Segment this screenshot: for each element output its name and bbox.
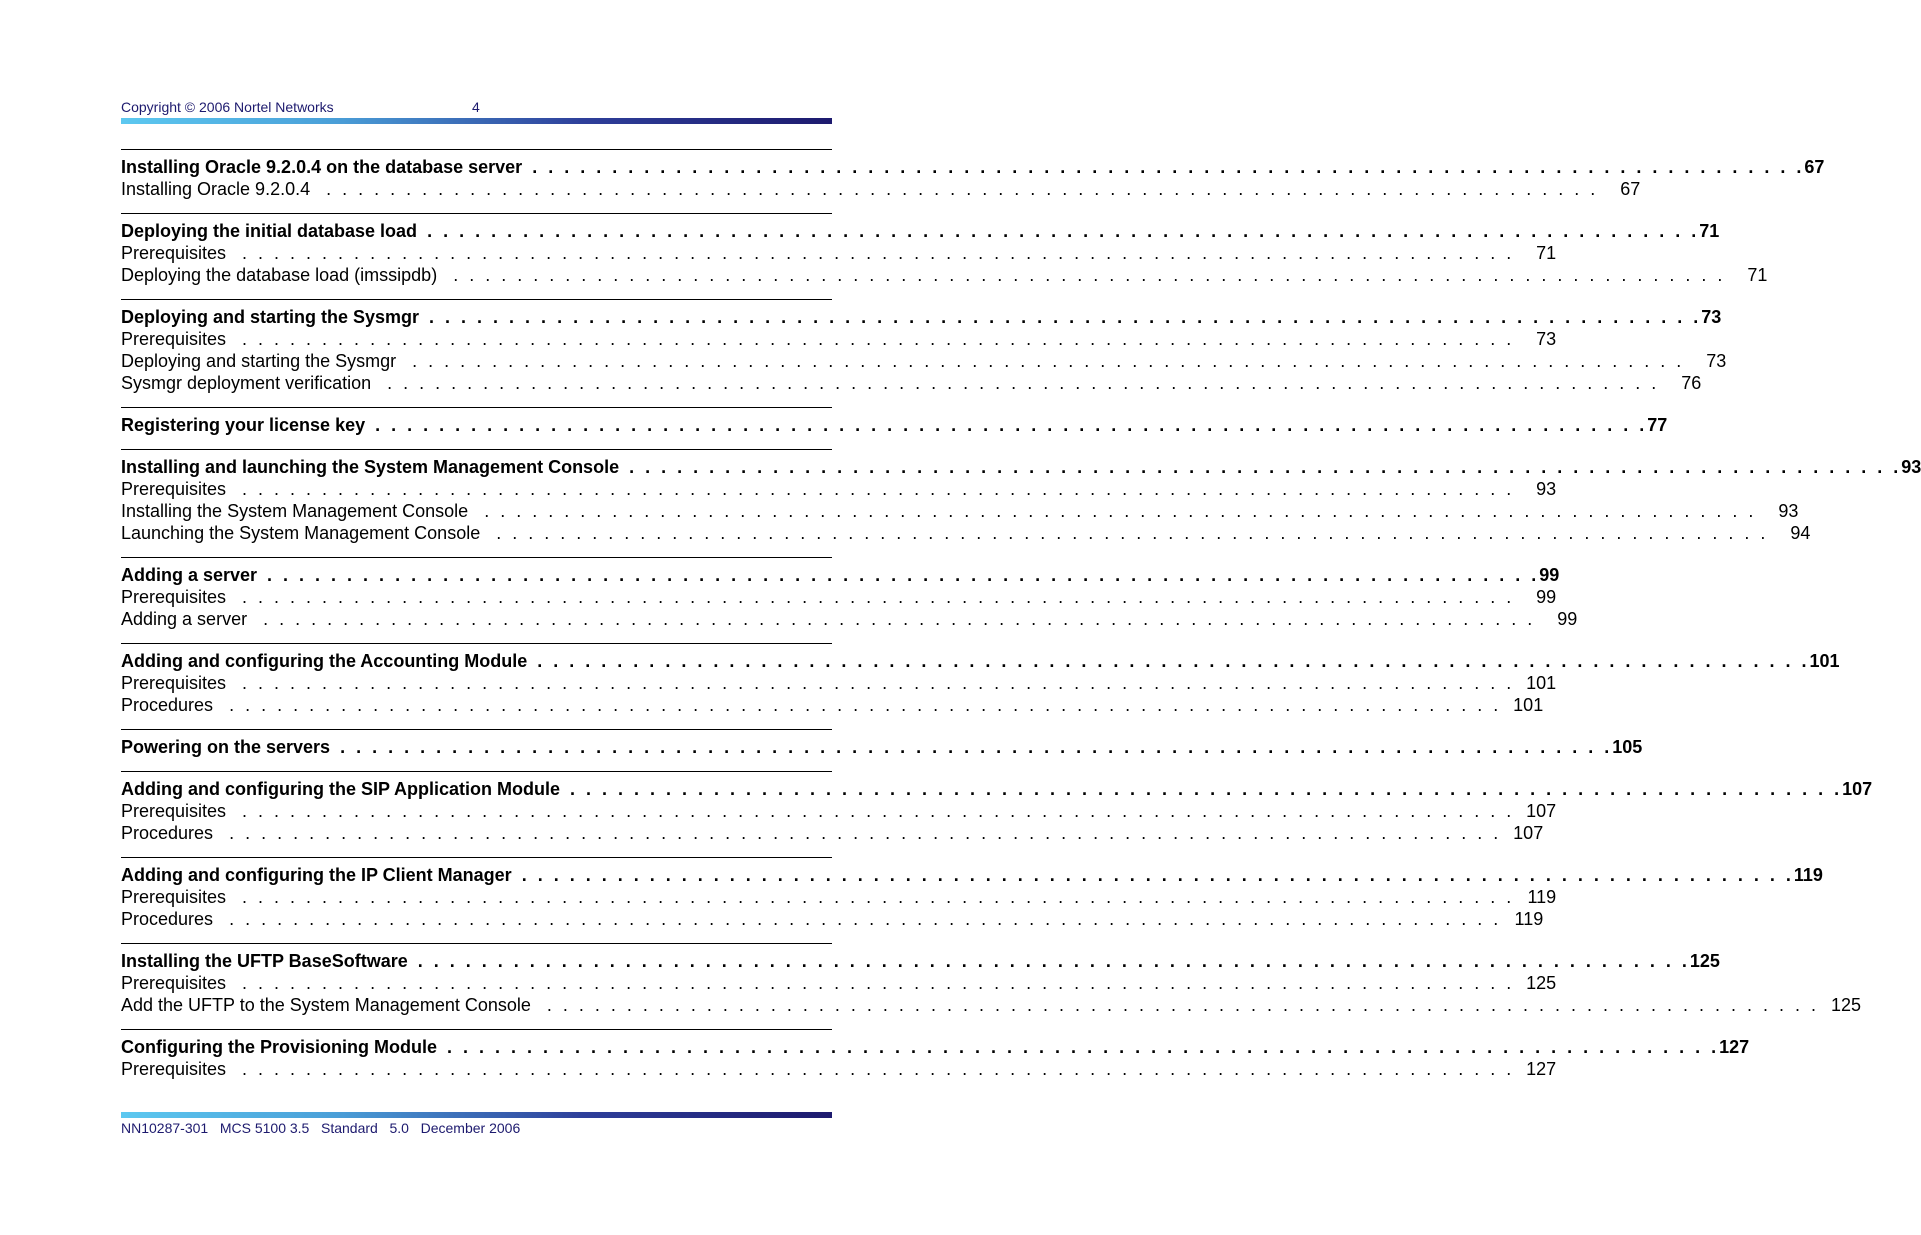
dot-leader: . . . . . . . . . . . . . . . . . . . . . . . . . . . . . . . . . . . . . . . . . . . . . . . . . . . . . . . . . . . . . . . . . . . . . . . . . . . . . . . . — [387, 373, 1660, 393]
toc-entry-page: 99 — [1535, 608, 1633, 630]
toc-entry[interactable] — [121, 822, 1544, 844]
toc-chapter-page: 73 — [1701, 307, 1722, 327]
toc-entry-title: Deploying the database load (imssipdb) — [121, 264, 447, 286]
toc-entry-title: Prerequisites — [121, 886, 236, 908]
toc-entry-title: Prerequisites — [121, 800, 236, 822]
toc-entry-title: Prerequisites — [121, 672, 236, 694]
toc-section — [121, 729, 1643, 771]
toc-entry-page: 127 — [1514, 1058, 1612, 1080]
toc-entry-page: 99 — [1514, 586, 1612, 608]
dot-leader: . . . . . . . . . . . . . . . . . . . . . . . . . . . . . . . . . . . . . . . . . . . . . . . . . . . . . . . . . . . . . . . . . . . . . . . . . . . . . . . . — [546, 995, 1820, 1015]
toc-chapter-title: Adding and configuring the Accounting Module — [121, 650, 537, 672]
dot-leader: . . . . . . . . . . . . . . . . . . . . . . . . . . . . . . . . . . . . . . . . . . . . . . . . . . . . . . . . . . . . . . . . . . . . . . . . . . . . . . . . — [496, 523, 1769, 543]
toc-entry[interactable] — [121, 608, 1578, 630]
toc-entry[interactable] — [121, 694, 1544, 716]
toc-entry-page: 93 — [1514, 478, 1612, 500]
toc-chapter[interactable] — [121, 778, 1873, 800]
toc-entry[interactable] — [121, 586, 1557, 608]
dot-leader: . . . . . . . . . . . . . . . . . . . . . . . . . . . . . . . . . . . . . . . . . . . . . . . . . . . . . . . . . . . . . . . . . . . . . . . . . . . . . . . . — [242, 1059, 1515, 1079]
toc-entry-page: 71 — [1725, 264, 1823, 286]
dot-leader: . . . . . . . . . . . . . . . . . . . . . . . . . . . . . . . . . . . . . . . . . . . . . . . . . . . . . . . . . . . . . . . . . . . . . . . . . . . . . . . . — [242, 887, 1515, 907]
dot-leader: . . . . . . . . . . . . . . . . . . . . . . . . . . . . . . . . . . . . . . . . . . . . . . . . . . . . . . . . . . . . . . . . . . . . . . . . . . . . . . . . — [446, 1037, 1720, 1057]
dot-leader: . . . . . . . . . . . . . . . . . . . . . . . . . . . . . . . . . . . . . . . . . . . . . . . . . . . . . . . . . . . . . . . . . . . . . . . . . . . . . . . . — [242, 243, 1515, 263]
toc-section — [121, 449, 1921, 557]
toc-section — [121, 857, 1823, 943]
toc-entry-title: Prerequisites — [121, 242, 236, 264]
toc-entry-page: 94 — [1768, 522, 1866, 544]
toc-entry[interactable] — [121, 672, 1557, 694]
toc-chapter-title: Adding and configuring the IP Client Manager — [121, 864, 522, 886]
toc-entry[interactable] — [121, 522, 1811, 544]
toc-chapter[interactable] — [121, 736, 1643, 758]
toc-chapter-page: 99 — [1539, 565, 1560, 585]
toc-chapter[interactable] — [121, 456, 1921, 478]
toc-entry-title: Installing Oracle 9.2.0.4 — [121, 178, 320, 200]
toc-entry[interactable] — [121, 372, 1702, 394]
table-of-contents — [121, 149, 1921, 1093]
dot-leader: . . . . . . . . . . . . . . . . . . . . . . . . . . . . . . . . . . . . . . . . . . . . . . . . . . . . . . . . . . . . . . . . . . . . . . . . . . . . . . . . — [263, 609, 1536, 629]
toc-entry[interactable] — [121, 328, 1557, 350]
dot-leader: . . . . . . . . . . . . . . . . . . . . . . . . . . . . . . . . . . . . . . . . . . . . . . . . . . . . . . . . . . . . . . . . . . . . . . . . . . . . . . . . — [242, 479, 1515, 499]
toc-entry-page: 67 — [1598, 178, 1696, 200]
toc-entry[interactable] — [121, 500, 1799, 522]
dot-leader: . . . . . . . . . . . . . . . . . . . . . . . . . . . . . . . . . . . . . . . . . . . . . . . . . . . . . . . . . . . . . . . . . . . . . . . . . . . . . . . . — [375, 415, 1648, 435]
dot-leader: . . . . . . . . . . . . . . . . . . . . . . . . . . . . . . . . . . . . . . . . . . . . . . . . . . . . . . . . . . . . . . . . . . . . . . . . . . . . . . . . — [242, 329, 1515, 349]
dot-leader: . . . . . . . . . . . . . . . . . . . . . . . . . . . . . . . . . . . . . . . . . . . . . . . . . . . . . . . . . . . . . . . . . . . . . . . . . . . . . . . . — [242, 587, 1515, 607]
toc-entry-title: Procedures — [121, 694, 223, 716]
toc-entry-title: Prerequisites — [121, 586, 236, 608]
dot-leader: . . . . . . . . . . . . . . . . . . . . . . . . . . . . . . . . . . . . . . . . . . . . . . . . . . . . . . . . . . . . . . . . . . . . . . . . . . . . . . . . — [326, 179, 1599, 199]
toc-entry-title: Procedures — [121, 822, 223, 844]
dot-leader: . . . . . . . . . . . . . . . . . . . . . . . . . . . . . . . . . . . . . . . . . . . . . . . . . . . . . . . . . . . . . . . . . . . . . . . . . . . . . . . . — [242, 973, 1515, 993]
toc-entry[interactable] — [121, 972, 1557, 994]
dot-leader: . . . . . . . . . . . . . . . . . . . . . . . . . . . . . . . . . . . . . . . . . . . . . . . . . . . . . . . . . . . . . . . . . . . . . . . . . . . . . . . . — [453, 265, 1726, 285]
dot-leader: . . . . . . . . . . . . . . . . . . . . . . . . . . . . . . . . . . . . . . . . . . . . . . . . . . . . . . . . . . . . . . . . . . . . . . . . . . . . . . . . — [429, 307, 1702, 327]
toc-entry-page: 101 — [1514, 672, 1612, 694]
toc-section — [121, 149, 1825, 213]
toc-entry-page: 73 — [1684, 350, 1782, 372]
toc-chapter-title: Adding a server — [121, 564, 267, 586]
toc-entry-page: 125 — [1514, 972, 1612, 994]
toc-chapter-title: Configuring the Provisioning Module — [121, 1036, 447, 1058]
dot-leader: . . . . . . . . . . . . . . . . . . . . . . . . . . . . . . . . . . . . . . . . . . . . . . . . . . . . . . . . . . . . . . . . . . . . . . . . . . . . . . . . — [412, 351, 1685, 371]
dot-leader: . . . . . . . . . . . . . . . . . . . . . . . . . . . . . . . . . . . . . . . . . . . . . . . . . . . . . . . . . . . . . . . . . . . . . . . . . . . . . . . . — [229, 823, 1502, 843]
toc-chapter[interactable] — [121, 564, 1560, 586]
toc-chapter[interactable] — [121, 156, 1825, 178]
dot-leader: . . . . . . . . . . . . . . . . . . . . . . . . . . . . . . . . . . . . . . . . . . . . . . . . . . . . . . . . . . . . . . . . . . . . . . . . . . . . . . . . — [340, 737, 1613, 757]
dot-leader: . . . . . . . . . . . . . . . . . . . . . . . . . . . . . . . . . . . . . . . . . . . . . . . . . . . . . . . . . . . . . . . . . . . . . . . . . . . . . . . . — [242, 801, 1515, 821]
toc-section — [121, 407, 1668, 449]
dot-leader: . . . . . . . . . . . . . . . . . . . . . . . . . . . . . . . . . . . . . . . . . . . . . . . . . . . . . . . . . . . . . . . . . . . . . . . . . . . . . . . . — [267, 565, 1540, 585]
toc-chapter-title: Powering on the servers — [121, 736, 340, 758]
toc-entry-page: 101 — [1501, 694, 1599, 716]
toc-entry[interactable] — [121, 264, 1768, 286]
toc-entry[interactable] — [121, 908, 1544, 930]
toc-section — [121, 557, 1578, 643]
dot-leader: . . . . . . . . . . . . . . . . . . . . . . . . . . . . . . . . . . . . . . . . . . . . . . . . . . . . . . . . . . . . . . . . . . . . . . . . . . . . . . . . — [242, 673, 1515, 693]
toc-entry-page: 71 — [1514, 242, 1612, 264]
dot-leader: . . . . . . . . . . . . . . . . . . . . . . . . . . . . . . . . . . . . . . . . . . . . . . . . . . . . . . . . . . . . . . . . . . . . . . . . . . . . . . . . — [629, 457, 1902, 477]
toc-chapter-title: Registering your license key — [121, 414, 375, 436]
toc-section — [121, 213, 1768, 299]
toc-entry[interactable] — [121, 886, 1557, 908]
toc-chapter[interactable] — [121, 414, 1668, 436]
toc-chapter-title: Installing the UFTP BaseSoftware — [121, 950, 418, 972]
toc-entry-page: 119 — [1501, 908, 1599, 930]
toc-entry-title: Prerequisites — [121, 1058, 236, 1080]
toc-chapter-title: Deploying and starting the Sysmgr — [121, 306, 429, 328]
toc-section — [121, 643, 1840, 729]
toc-entry[interactable] — [121, 800, 1557, 822]
copyright-text: Copyright © 2006 Nortel Networks — [121, 99, 334, 115]
dot-leader: . . . . . . . . . . . . . . . . . . . . . . . . . . . . . . . . . . . . . . . . . . . . . . . . . . . . . . . . . . . . . . . . . . . . . . . . . . . . . . . . — [484, 501, 1757, 521]
toc-chapter[interactable] — [121, 1036, 1750, 1058]
dot-leader: . . . . . . . . . . . . . . . . . . . . . . . . . . . . . . . . . . . . . . . . . . . . . . . . . . . . . . . . . . . . . . . . . . . . . . . . . . . . . . . . — [537, 651, 1810, 671]
toc-section — [121, 1029, 1750, 1093]
toc-entry-title: Procedures — [121, 908, 223, 930]
toc-entry-title: Installing the System Management Console — [121, 500, 478, 522]
toc-section — [121, 771, 1873, 857]
toc-entry-page: 119 — [1514, 886, 1612, 908]
toc-entry-title: Prerequisites — [121, 478, 236, 500]
dot-leader: . . . . . . . . . . . . . . . . . . . . . . . . . . . . . . . . . . . . . . . . . . . . . . . . . . . . . . . . . . . . . . . . . . . . . . . . . . . . . . . . — [427, 221, 1700, 241]
toc-chapter-page: 125 — [1689, 951, 1720, 971]
toc-chapter-title: Deploying the initial database load — [121, 220, 427, 242]
toc-entry[interactable] — [121, 178, 1641, 200]
footer-text: NN10287-301 MCS 5100 3.5 Standard 5.0 December 2006 — [121, 1120, 521, 1136]
toc-entry-title: Launching the System Management Console — [121, 522, 490, 544]
toc-entry-title: Sysmgr deployment verification — [121, 372, 381, 394]
toc-chapter-page: 127 — [1719, 1037, 1750, 1057]
toc-entry-page: 73 — [1514, 328, 1612, 350]
header-rule — [121, 118, 832, 124]
toc-entry[interactable] — [121, 1058, 1557, 1080]
toc-entry[interactable] — [121, 242, 1557, 264]
toc-chapter-page: 71 — [1699, 221, 1720, 241]
toc-chapter-page: 119 — [1793, 865, 1823, 885]
toc-chapter-page: 105 — [1612, 737, 1643, 757]
toc-entry-page: 93 — [1756, 500, 1854, 522]
footer-rule — [121, 1112, 832, 1118]
toc-section — [121, 943, 1862, 1029]
dot-leader: . . . . . . . . . . . . . . . . . . . . . . . . . . . . . . . . . . . . . . . . . . . . . . . . . . . . . . . . . . . . . . . . . . . . . . . . . . . . . . . . — [521, 865, 1794, 885]
toc-chapter-page: 77 — [1647, 415, 1668, 435]
toc-entry-page: 76 — [1659, 372, 1757, 394]
toc-chapter-page: 107 — [1842, 779, 1873, 799]
toc-entry-page: 125 — [1819, 994, 1917, 1016]
toc-entry-title: Adding a server — [121, 608, 257, 630]
toc-entry-title: Add the UFTP to the System Management Console — [121, 994, 541, 1016]
toc-chapter-page: 67 — [1804, 157, 1825, 177]
dot-leader: . . . . . . . . . . . . . . . . . . . . . . . . . . . . . . . . . . . . . . . . . . . . . . . . . . . . . . . . . . . . . . . . . . . . . . . . . . . . . . . . — [229, 695, 1502, 715]
dot-leader: . . . . . . . . . . . . . . . . . . . . . . . . . . . . . . . . . . . . . . . . . . . . . . . . . . . . . . . . . . . . . . . . . . . . . . . . . . . . . . . . — [417, 951, 1690, 971]
dot-leader: . . . . . . . . . . . . . . . . . . . . . . . . . . . . . . . . . . . . . . . . . . . . . . . . . . . . . . . . . . . . . . . . . . . . . . . . . . . . . . . . — [229, 909, 1502, 929]
toc-chapter[interactable] — [121, 306, 1722, 328]
dot-leader: . . . . . . . . . . . . . . . . . . . . . . . . . . . . . . . . . . . . . . . . . . . . . . . . . . . . . . . . . . . . . . . . . . . . . . . . . . . . . . . . — [532, 157, 1805, 177]
toc-chapter-title: Adding and configuring the SIP Application Module — [121, 778, 570, 800]
dot-leader: . . . . . . . . . . . . . . . . . . . . . . . . . . . . . . . . . . . . . . . . . . . . . . . . . . . . . . . . . . . . . . . . . . . . . . . . . . . . . . . . — [569, 779, 1843, 799]
toc-chapter-title: Installing Oracle 9.2.0.4 on the database server — [121, 156, 532, 178]
toc-chapter[interactable] — [121, 650, 1840, 672]
toc-chapter[interactable] — [121, 220, 1720, 242]
toc-entry-title: Prerequisites — [121, 328, 236, 350]
toc-entry-page: 107 — [1501, 822, 1599, 844]
toc-entry-title: Prerequisites — [121, 972, 236, 994]
toc-entry-title: Deploying and starting the Sysmgr — [121, 350, 406, 372]
toc-entry[interactable] — [121, 478, 1557, 500]
toc-chapter-page: 93 — [1901, 457, 1921, 477]
toc-entry[interactable] — [121, 994, 1862, 1016]
toc-chapter-page: 101 — [1809, 651, 1840, 671]
toc-entry[interactable] — [121, 350, 1727, 372]
toc-entry-page: 107 — [1514, 800, 1612, 822]
toc-chapter[interactable] — [121, 864, 1823, 886]
page-number: 4 — [472, 99, 480, 115]
toc-section — [121, 299, 1727, 407]
toc-chapter-title: Installing and launching the System Management Console — [121, 456, 629, 478]
toc-chapter[interactable] — [121, 950, 1720, 972]
